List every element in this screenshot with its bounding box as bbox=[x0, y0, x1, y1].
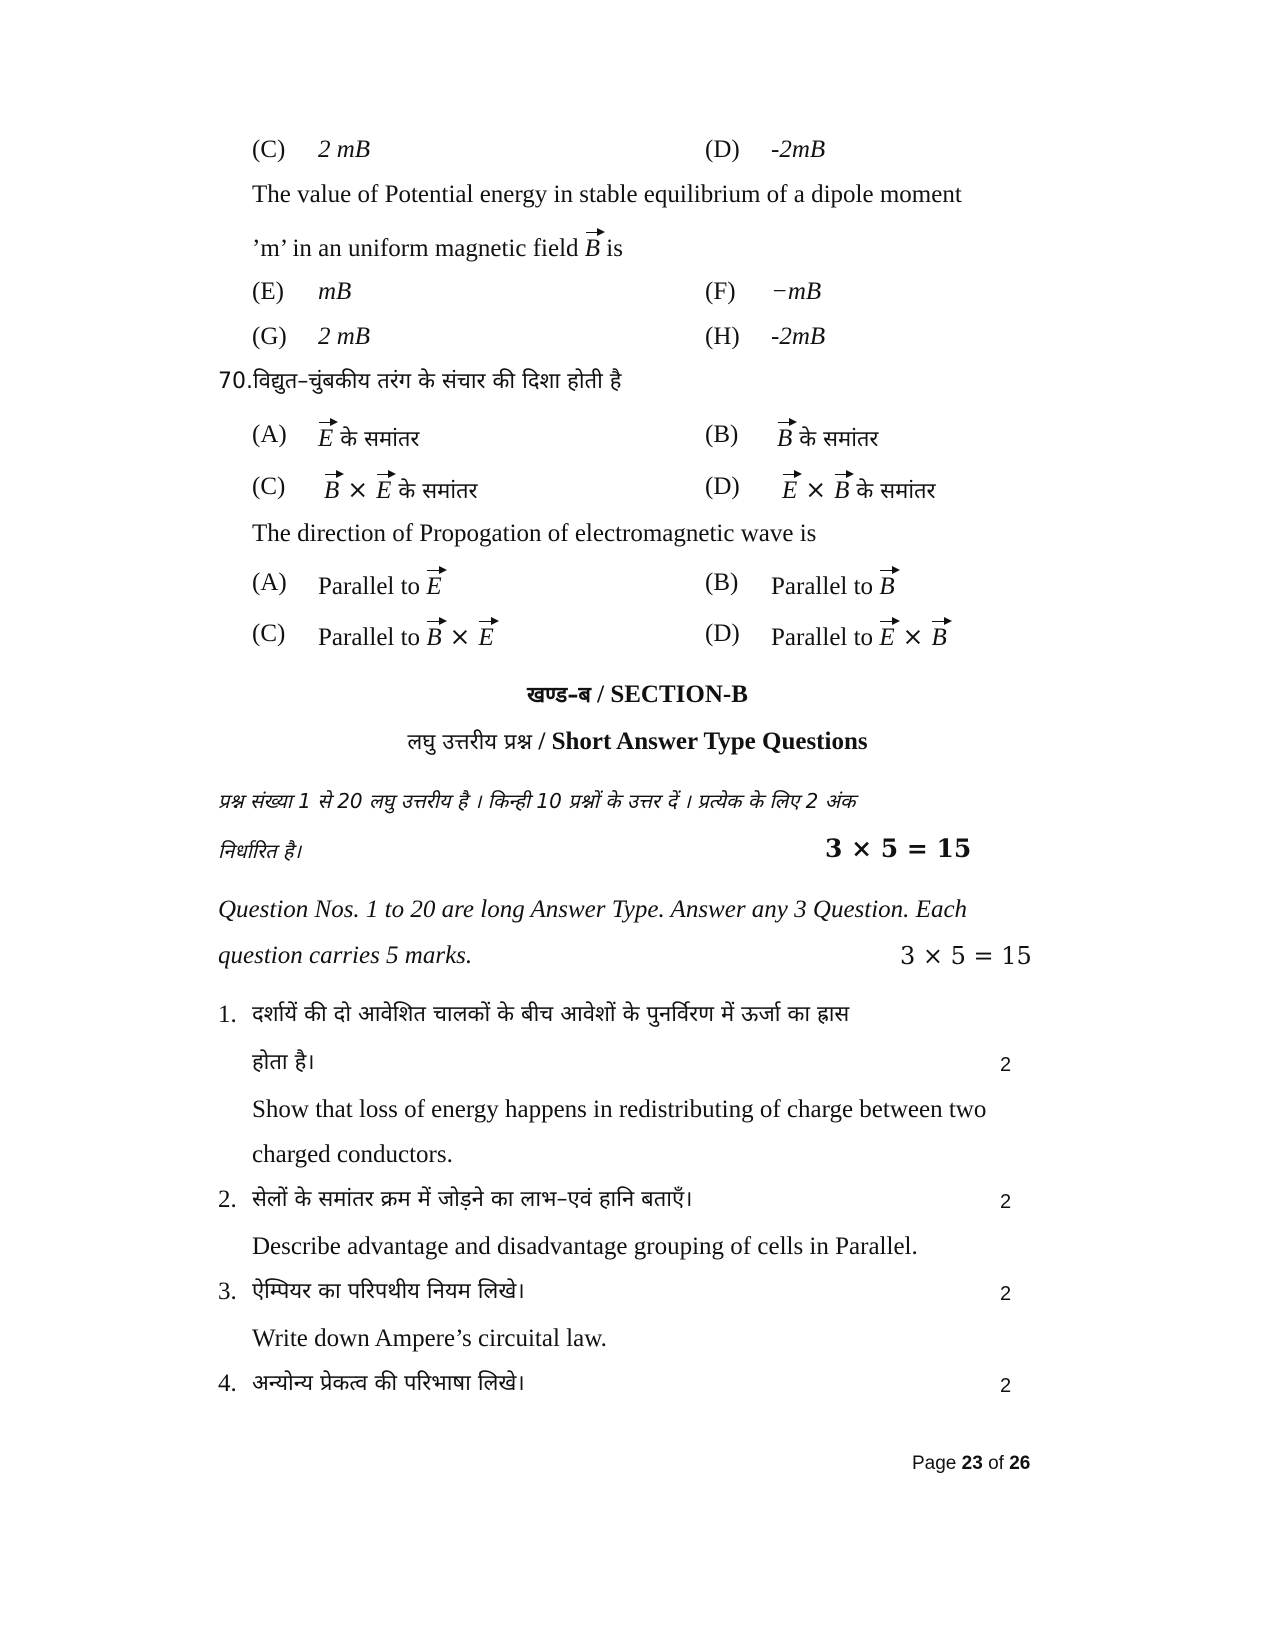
question-1-marks: 2 bbox=[1000, 1054, 1012, 1076]
section-subtitle-hindi: लघु उत्तरीय प्रश्न bbox=[407, 730, 533, 755]
q70-hi-option-a-label: (A) bbox=[252, 421, 287, 448]
option-c-label: (C) bbox=[252, 136, 286, 163]
q70-hi-option-b-label: (B) bbox=[705, 421, 739, 448]
question-number: 2. bbox=[218, 1186, 237, 1213]
q70-hi-option-c-text: के समांतर bbox=[391, 479, 478, 504]
q70-hi-option-d-label: (D) bbox=[705, 473, 740, 500]
q70-hindi-question: 70.विद्युत–चुंबकीय तरंग के संचार की दिशा होती है bbox=[218, 369, 622, 394]
q70-english-question: The direction of Propogation of electromagnetic wave is bbox=[252, 520, 817, 547]
q70-hi-option-c-label: (C) bbox=[252, 473, 286, 500]
question-1-english-line1: Show that loss of energy happens in redistributing of charge between two bbox=[252, 1096, 987, 1123]
of-word: of bbox=[982, 1453, 1010, 1474]
question-3-marks: 2 bbox=[1000, 1283, 1012, 1305]
option-c-text: 2 mB bbox=[318, 136, 371, 163]
vector-e: E bbox=[478, 619, 493, 653]
vector-e: E bbox=[879, 619, 894, 653]
vector-b: B bbox=[324, 472, 339, 506]
cross-operator: × bbox=[339, 475, 377, 504]
q70-hi-option-b-text: के समांतर bbox=[792, 427, 879, 452]
option-d-label: (D) bbox=[705, 136, 740, 163]
question-1-hindi-line2: होता है। bbox=[252, 1050, 315, 1075]
q69-en-line1: The value of Potential energy in stable equilibrium of a dipole moment bbox=[252, 181, 962, 208]
section-subtitle bbox=[0, 727, 1275, 758]
q70-hi-option-d-text: के समांतर bbox=[849, 479, 936, 504]
option-g-text: 2 mB bbox=[318, 323, 371, 350]
question-2-hindi: सेलों के समांतर क्रम में जोड़ने का लाभ–एवं हानि बताएँ। bbox=[252, 1187, 693, 1212]
page-footer bbox=[912, 1449, 1030, 1479]
q70-en-option-d-text: Parallel to bbox=[771, 624, 880, 651]
q70-hi-option-c bbox=[324, 472, 478, 507]
question-4-marks: 2 bbox=[1000, 1375, 1012, 1397]
vector-e: E bbox=[782, 472, 797, 506]
instruction-english-line2: question carries 5 marks. bbox=[218, 942, 473, 969]
section-title-separator: / bbox=[590, 681, 611, 708]
q70-hi-option-a-text: के समांतर bbox=[333, 427, 420, 452]
option-f-text: −mB bbox=[771, 278, 822, 305]
q70-en-option-d-label: (D) bbox=[705, 620, 740, 647]
instruction-hindi-marks: 3 × 5 = 15 bbox=[825, 834, 972, 863]
q70-hi-option-b bbox=[777, 420, 878, 455]
q70-en-option-d bbox=[771, 619, 947, 653]
q70-en-option-c-label: (C) bbox=[252, 620, 286, 647]
q70-hi-option-a bbox=[318, 420, 419, 455]
q70-en-option-b-text: Parallel to bbox=[771, 573, 880, 600]
q70-en-option-a-label: (A) bbox=[252, 569, 287, 596]
option-e-text: mB bbox=[318, 278, 352, 305]
option-g-label: (G) bbox=[252, 323, 287, 350]
q70-en-option-a-text: Parallel to bbox=[318, 573, 427, 600]
vector-b: B bbox=[931, 619, 946, 653]
question-2-marks: 2 bbox=[1000, 1191, 1012, 1213]
section-subtitle-english: Short Answer Type Questions bbox=[551, 728, 868, 755]
question-4-hindi: अन्योन्य प्रेकत्व की परिभाषा लिखे। bbox=[252, 1371, 525, 1396]
section-title-english: SECTION-B bbox=[610, 681, 748, 708]
cross-operator: × bbox=[441, 622, 479, 651]
vector-b: B bbox=[426, 619, 441, 653]
question-3-english: Write down Ampere’s circuital law. bbox=[252, 1325, 607, 1352]
question-3-hindi: ऐम्पियर का परिपथीय नियम लिखे। bbox=[252, 1279, 525, 1304]
vector-b: B bbox=[777, 420, 792, 454]
q69-en-line2-end: is bbox=[600, 235, 623, 262]
cross-operator: × bbox=[894, 622, 932, 651]
vector-e: E bbox=[376, 472, 391, 506]
instruction-hindi-line1: प्रश्न संख्या 1 से 20 लघु उत्तरीय है । किन्ही 10 प्रश्नों के उत्तर दें । प्रत्येक के लिए 2 अंक bbox=[218, 789, 856, 813]
option-d-text: -2mB bbox=[771, 136, 826, 163]
q70-en-option-c-text: Parallel to bbox=[318, 624, 427, 651]
vector-e: E bbox=[426, 568, 441, 602]
vector-e: E bbox=[318, 420, 333, 454]
question-1-english-line2: charged conductors. bbox=[252, 1141, 453, 1168]
q70-en-option-b bbox=[771, 568, 895, 602]
section-subtitle-separator: / bbox=[532, 728, 552, 755]
question-number: 1. bbox=[218, 1001, 237, 1028]
vector-b: B bbox=[879, 568, 894, 602]
q70-en-option-b-label: (B) bbox=[705, 569, 739, 596]
q70-hi-option-d bbox=[782, 472, 936, 507]
page-number: 23 bbox=[961, 1453, 983, 1474]
page-total: 26 bbox=[1009, 1453, 1031, 1474]
vector-b: B bbox=[834, 472, 849, 506]
option-h-text: -2mB bbox=[771, 323, 826, 350]
option-f-label: (F) bbox=[705, 278, 736, 305]
option-h-label: (H) bbox=[705, 323, 740, 350]
section-title-hindi: खण्ड–ब bbox=[527, 683, 591, 708]
question-number: 4. bbox=[218, 1370, 237, 1397]
question-2-english: Describe advantage and disadvantage grouping of cells in Parallel. bbox=[252, 1233, 918, 1260]
instruction-hindi-line2: निर्धारित है। bbox=[218, 839, 302, 863]
section-title bbox=[0, 680, 1275, 711]
instruction-english-line1: Question Nos. 1 to 20 are long Answer Type. Answer any 3 Question. Each bbox=[218, 896, 968, 923]
q70-en-option-a bbox=[318, 568, 442, 602]
q69-en-line2 bbox=[252, 230, 623, 264]
page-word: Page bbox=[912, 1453, 962, 1474]
option-e-label: (E) bbox=[252, 278, 284, 305]
vector-b: B bbox=[585, 230, 600, 264]
instruction-english-marks: 3 × 5 = 15 bbox=[900, 942, 1032, 970]
question-1-hindi-line1: दर्शायें की दो आवेशित चालकों के बीच आवेशों के पुनर्विरण में ऊर्जा का ह्रास bbox=[252, 1002, 850, 1027]
q70-en-option-c bbox=[318, 619, 494, 653]
question-number: 3. bbox=[218, 1278, 237, 1305]
q69-en-line2-text: ’m’ in an uniform magnetic field bbox=[252, 235, 585, 262]
cross-operator: × bbox=[797, 475, 835, 504]
